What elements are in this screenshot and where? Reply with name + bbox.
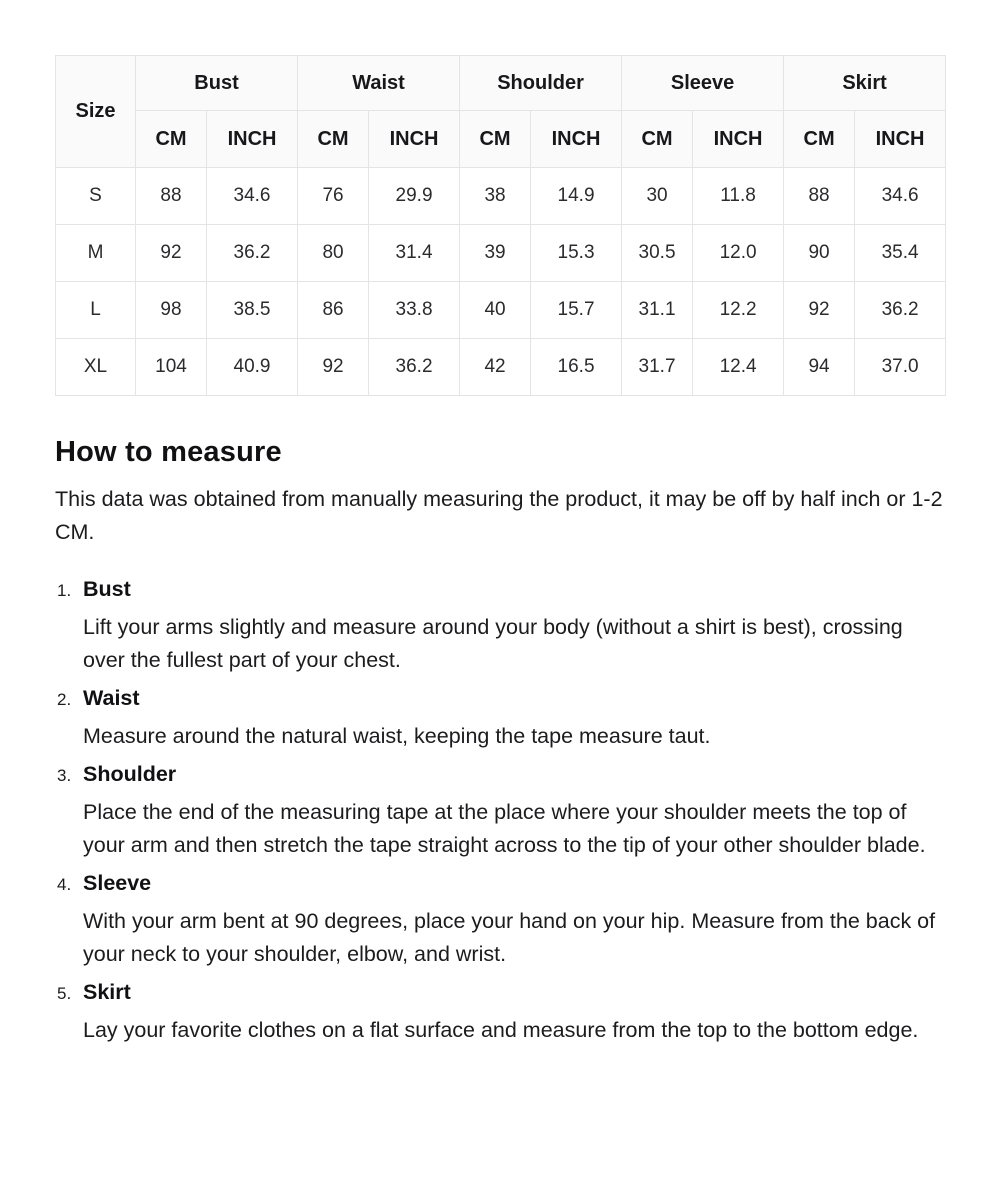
cell-waist-inch: 31.4 (369, 225, 460, 282)
list-item-sleeve (55, 871, 945, 971)
cell-bust-inch: 36.2 (207, 225, 298, 282)
unit-header-bust-inch: INCH (207, 111, 298, 168)
group-header-skirt: Skirt (784, 56, 946, 111)
unit-header-sleeve-inch: INCH (693, 111, 784, 168)
step-title: Waist (83, 686, 140, 710)
cell-skirt-cm: 92 (784, 282, 855, 339)
group-header-waist: Waist (298, 56, 460, 111)
cell-sleeve-cm: 31.7 (622, 339, 693, 396)
cell-bust-cm: 104 (136, 339, 207, 396)
step-description: Measure around the natural waist, keeping the tape measure taut. (83, 724, 711, 748)
size-label: L (56, 282, 136, 339)
cell-bust-cm: 92 (136, 225, 207, 282)
cell-skirt-inch: 34.6 (855, 168, 946, 225)
unit-header-shoulder-inch: INCH (531, 111, 622, 168)
cell-waist-cm: 92 (298, 339, 369, 396)
unit-header-skirt-cm: CM (784, 111, 855, 168)
step-description: Lift your arms slightly and measure around your body (without a shirt is best), crossing over the fullest part of your chest. (83, 615, 903, 672)
cell-skirt-inch: 36.2 (855, 282, 946, 339)
cell-skirt-cm: 88 (784, 168, 855, 225)
unit-header-shoulder-cm: CM (460, 111, 531, 168)
size-label: S (56, 168, 136, 225)
step-title: Skirt (83, 980, 131, 1004)
cell-shoulder-cm: 38 (460, 168, 531, 225)
cell-sleeve-inch: 11.8 (693, 168, 784, 225)
cell-sleeve-inch: 12.0 (693, 225, 784, 282)
cell-waist-cm: 86 (298, 282, 369, 339)
list-item-skirt (55, 980, 945, 1047)
cell-skirt-cm: 94 (784, 339, 855, 396)
group-header-sleeve: Sleeve (622, 56, 784, 111)
cell-waist-cm: 76 (298, 168, 369, 225)
cell-shoulder-cm: 42 (460, 339, 531, 396)
table-row-s (56, 168, 946, 225)
list-item-waist (55, 686, 945, 753)
cell-shoulder-inch: 15.7 (531, 282, 622, 339)
cell-shoulder-inch: 15.3 (531, 225, 622, 282)
cell-sleeve-inch: 12.4 (693, 339, 784, 396)
size-chart-table (55, 55, 946, 396)
table-row-l (56, 282, 946, 339)
cell-skirt-inch: 35.4 (855, 225, 946, 282)
cell-shoulder-inch: 14.9 (531, 168, 622, 225)
unit-header-bust-cm: CM (136, 111, 207, 168)
cell-skirt-inch: 37.0 (855, 339, 946, 396)
cell-sleeve-cm: 30 (622, 168, 693, 225)
table-row-xl (56, 339, 946, 396)
step-number: 5. (57, 984, 72, 1003)
size-column-header: Size (56, 56, 136, 168)
list-item-shoulder (55, 762, 945, 862)
cell-bust-inch: 40.9 (207, 339, 298, 396)
cell-sleeve-cm: 31.1 (622, 282, 693, 339)
list-item-bust (55, 577, 945, 677)
step-title: Shoulder (83, 762, 177, 786)
step-number: 4. (57, 875, 72, 894)
cell-sleeve-cm: 30.5 (622, 225, 693, 282)
step-number: 3. (57, 766, 72, 785)
unit-header-sleeve-cm: CM (622, 111, 693, 168)
step-description: Lay your favorite clothes on a flat surface and measure from the top to the bottom edge. (83, 1018, 919, 1042)
cell-waist-inch: 29.9 (369, 168, 460, 225)
table-row-m (56, 225, 946, 282)
measure-intro-text: This data was obtained from manually measuring the product, it may be off by half inch or 1-2 CM. (55, 487, 943, 544)
cell-bust-cm: 88 (136, 168, 207, 225)
unit-header-skirt-inch: INCH (855, 111, 946, 168)
step-number: 2. (57, 690, 72, 709)
measure-steps-list (55, 577, 945, 1047)
unit-header-waist-inch: INCH (369, 111, 460, 168)
cell-skirt-cm: 90 (784, 225, 855, 282)
step-title: Sleeve (83, 871, 152, 895)
step-description: With your arm bent at 90 degrees, place your hand on your hip. Measure from the back of your neck to your shoulder, elbow, and wrist. (83, 909, 936, 966)
cell-bust-cm: 98 (136, 282, 207, 339)
unit-header-waist-cm: CM (298, 111, 369, 168)
cell-shoulder-cm: 40 (460, 282, 531, 339)
cell-waist-cm: 80 (298, 225, 369, 282)
cell-sleeve-inch: 12.2 (693, 282, 784, 339)
size-label: XL (56, 339, 136, 396)
how-to-measure-heading: How to measure (55, 436, 282, 468)
step-description: Place the end of the measuring tape at the place where your shoulder meets the top of your arm and then stretch the tape straight across to the tip of your other shoulder blade. (83, 800, 926, 857)
cell-shoulder-cm: 39 (460, 225, 531, 282)
size-label: M (56, 225, 136, 282)
cell-waist-inch: 33.8 (369, 282, 460, 339)
cell-bust-inch: 34.6 (207, 168, 298, 225)
cell-shoulder-inch: 16.5 (531, 339, 622, 396)
step-title: Bust (83, 577, 131, 601)
step-number: 1. (57, 581, 72, 600)
cell-bust-inch: 38.5 (207, 282, 298, 339)
cell-waist-inch: 36.2 (369, 339, 460, 396)
group-header-bust: Bust (136, 56, 298, 111)
how-to-measure-section (55, 436, 945, 1047)
group-header-shoulder: Shoulder (460, 56, 622, 111)
